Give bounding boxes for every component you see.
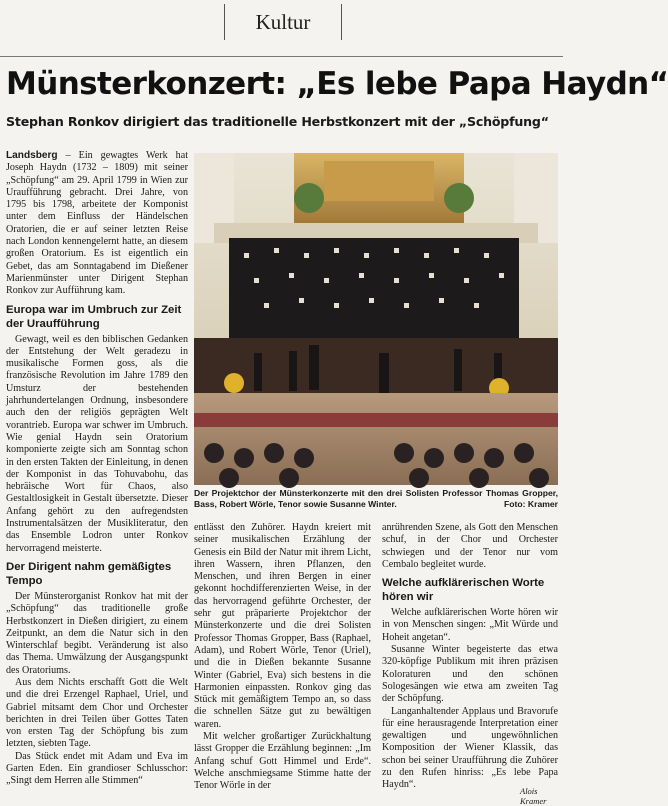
article-column-right xyxy=(382,522,558,792)
paragraph: Susanne Winter begeisterte das etwa 320-köpfige Publikum mit ihren präzisen Koloraturen und den schönen Sologesängen wie etwa am zweiten Tag der Schöpfung. xyxy=(382,644,558,705)
section-label-box xyxy=(224,4,342,40)
section-label: Kultur xyxy=(255,9,311,34)
dateline-place: Landsberg xyxy=(6,150,58,161)
concert-photo xyxy=(194,153,558,485)
paragraph: entlässt den Zuhörer. Haydn kreiert mit seiner musikalischen Erzählung der Genesis ein Bild der Natur mit ihrem Licht, ihren Wassern, ihren Pflanzen, den Menschen, und ihren Bergen in einer gekonnt hochdifferenzierten Weise, in der das hervorragend geführte Orchester, der sehr gut präparierte Projektchor der Münsterkonzerte und die drei Solisten Professor Thomas Gropper, Bass (Raphael, Adam), und Robert Wörle, Tenor (Uriel), und die in Dießen bekannte Susanne Winter (Gabriel, Eva) sich bestens in die Harmonien einpassten. Ronkov ging das Stück mit gemäßigtem Tempo an, so dass die schnellen Sätze gut zu bewältigen waren. xyxy=(194,522,371,730)
article-subheadline: Stephan Ronkov dirigiert das traditionelle Herbstkonzert mit der „Schöpfung“ xyxy=(6,114,549,129)
photo-credit: Foto: Kramer xyxy=(504,499,558,509)
intro-text: – Ein gewagtes Werk hat Joseph Haydn (1732 – 1809) mit seiner „Schöpfung“ am 29. April 1799 in Wien zur Uraufführung gebracht. Drei Jahre, von 1795 bis 1798, arbeitete der Komponist unter dem Einfluss der Händelschen Oratorien, die er auf seiner letzten Reise nach London kennengelernt hatte, an diesem großen Oratorium. Es ist eigentlich ein Gebet, das am Sonntagabend im Dießener Marienmünster unter Dirigent Stephan Ronkov zur Aufführung kam. xyxy=(6,150,188,297)
paragraph: Der Münsterorganist Ronkov hat mit der „Schöpfung“ das traditionelle große Herbstkonzert in Dießen dirigiert, zu einem Zeitpunkt, an dem die Natur sich in den Winterschlaf begibt. Veränderung ist also das Thema. Umwälzung der Ausgangspunkt des Oratoriums. xyxy=(6,590,188,676)
section-header xyxy=(0,0,563,57)
paragraph: Aus dem Nichts erschafft Gott die Welt und die drei Erzengel Raphael, Uriel, und Gabriel mitsamt dem Chor und Orchester berichten in drei Teilen über Gottes Taten von ersten Tag der Schöpfung bis zum letzten, siebten Tage. xyxy=(6,676,188,750)
paragraph: Mit welcher großartiger Zurückhaltung lässt Gropper die Erzählung beginnen: „Im Anfang schuf Gott Himmel und Erde“. Welche anschmiegsame Stimme hatte der Tenor Wörle in der xyxy=(194,731,371,792)
paragraph: Langanhaltender Applaus und Bravorufe für eine herausragende Interpretation einer gewaltigen und ungewöhnlichen Komposition der Wiener Klassik, das schon bei seiner Uraufführung die Zuhörer zu den Rufen hinriss: „Es lebe Papa Haydn“. xyxy=(382,705,558,791)
concert-photo-illustration xyxy=(194,153,558,485)
subheading-dirigent: Der Dirigent nahm gemäßigtes Tempo xyxy=(6,560,172,587)
article-headline: Münsterkonzert: „Es lebe Papa Haydn“ xyxy=(6,66,668,102)
subheading-europa: Europa war im Umbruch zur Zeit der Uraufführung xyxy=(6,303,182,330)
subheading-aufklaerung: Welche aufklärerischen Worte hören wir xyxy=(382,577,545,604)
paragraph: Welche aufklärerischen Worte hören wir in von Menschen singen: „Mit Würde und Hoheit angetan“. xyxy=(382,607,558,643)
intro-paragraph xyxy=(6,150,188,298)
paragraph: Das Stück endet mit Adam und Eva im Garten Eden. Ein grandioser Schlusschor: „Singt dem Herren alle Stimmen“ xyxy=(6,750,188,787)
author-byline: Alois Kramer xyxy=(520,786,547,806)
photo-caption-text: Der Projektchor der Münsterkonzerte mit den drei Solisten Professor Thomas Gropper, Bass, Robert Wörle, Tenor sowie Susanne Winter. xyxy=(194,488,558,509)
paragraph: Gewagt, weil es den biblischen Gedanken der Entstehung der Welt geradezu in musikalische Formen goss, als die französische Revolution im Jahre 1789 den Umsturz der bestehenden jahrhundertelangen Ordnung, insbesondere auch den der religiös geprägten Welt vorantrieb. Europa war schwer im Umbruch. Wie genial Haydn sein Oratorium komponierte zeigte sich am Sonntag schon in den ersten Takten der Einleitung, in denen der Komponist in das Tohuvabohu, das hebräische Wort für Chaos, also Gestaltlosigkeit in Gestalt übersetzte. Dieser Anfang gehört zu den aufregendsten Instrumentalsätzen der Musikliteratur, den das Ensemble Lodron unter Ronkov hervorragend meisterte. xyxy=(6,333,188,554)
article-column-left xyxy=(6,150,188,788)
photo-caption xyxy=(194,488,558,510)
paragraph: anrührenden Szene, als Gott den Menschen schuf, in der Chor und Orchester schwiegen und der Tenor nur vom Cembalo begleitet wurde. xyxy=(382,522,558,570)
article-column-middle xyxy=(194,522,371,793)
